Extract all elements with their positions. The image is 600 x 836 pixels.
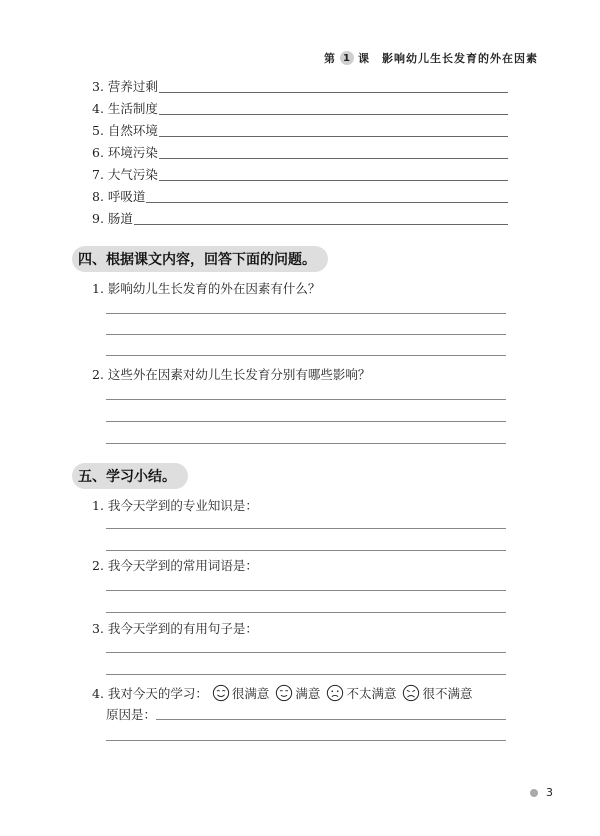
header-prefix: 第: [324, 52, 336, 65]
option-satisfied: 满意: [295, 686, 321, 701]
reason-row[interactable]: [106, 706, 506, 722]
lesson-number-badge: 1: [340, 51, 354, 65]
answer-line: [159, 158, 508, 159]
reason-label: 原因是：: [106, 707, 157, 722]
feeling-row: [92, 683, 474, 703]
answer-line[interactable]: [106, 421, 506, 422]
answer-line: [159, 92, 508, 93]
term-row[interactable]: [92, 121, 508, 139]
answer-line[interactable]: [106, 550, 506, 551]
summary-item-3: 3. 我今天学到的有用句子是：: [92, 621, 258, 636]
answer-line[interactable]: [106, 399, 506, 400]
answer-line[interactable]: [106, 528, 506, 529]
term-label: 9. 肠道: [92, 211, 133, 226]
answer-line: [159, 114, 508, 115]
summary-item-2: 2. 我今天学到的常用词语是：: [92, 558, 258, 573]
header-title: 影响幼儿生长发育的外在因素: [382, 52, 538, 65]
option-very-satisfied: 很满意: [231, 686, 270, 701]
term-row[interactable]: [92, 209, 508, 227]
very-satisfied-face-icon[interactable]: [212, 684, 230, 702]
term-row[interactable]: [92, 77, 508, 95]
answer-line: [159, 136, 508, 137]
answer-line[interactable]: [106, 740, 506, 741]
answer-line[interactable]: [106, 443, 506, 444]
option-very-unsatisfied: 很不满意: [422, 686, 473, 701]
term-label: 6. 环境污染: [92, 145, 158, 160]
answer-line: [134, 224, 508, 225]
answer-line[interactable]: [106, 334, 506, 335]
term-label: 4. 生活制度: [92, 101, 158, 116]
term-label: 8. 呼吸道: [92, 189, 146, 204]
answer-line: [156, 719, 506, 720]
answer-line[interactable]: [106, 674, 506, 675]
page-number: [530, 786, 553, 799]
answer-line[interactable]: [106, 355, 506, 356]
summary-item-1: 1. 我今天学到的专业知识是：: [92, 498, 258, 513]
header-suffix: 课: [358, 52, 370, 65]
question-2: 2. 这些外在因素对幼儿生长发育分别有哪些影响？: [92, 367, 371, 382]
term-row[interactable]: [92, 187, 508, 205]
satisfied-face-icon[interactable]: [275, 684, 293, 702]
term-label: 5. 自然环境: [92, 123, 158, 138]
answer-line[interactable]: [106, 612, 506, 613]
answer-line[interactable]: [106, 590, 506, 591]
section-4-heading: 四、根据课文内容，回答下面的问题。: [72, 246, 328, 272]
term-label: 7. 大气污染: [92, 167, 158, 182]
answer-line[interactable]: [106, 313, 506, 314]
question-1: 1. 影响幼儿生长发育的外在因素有什么？: [92, 281, 321, 296]
feeling-prompt: 4. 我对今天的学习：: [92, 686, 208, 701]
section-5-heading: 五、学习小结。: [72, 463, 188, 489]
not-very-satisfied-face-icon[interactable]: [326, 684, 344, 702]
answer-line: [159, 180, 508, 181]
option-not-very-satisfied: 不太满意: [346, 686, 397, 701]
answer-line: [146, 202, 508, 203]
term-row[interactable]: [92, 143, 508, 161]
very-unsatisfied-face-icon[interactable]: [402, 684, 420, 702]
term-row[interactable]: [92, 99, 508, 117]
answer-line[interactable]: [106, 652, 506, 653]
term-row[interactable]: [92, 165, 508, 183]
page-number-text: 3: [546, 786, 553, 799]
page-header: [324, 50, 538, 66]
term-label: 3. 营养过剩: [92, 79, 158, 94]
page-dot-icon: [530, 789, 538, 797]
